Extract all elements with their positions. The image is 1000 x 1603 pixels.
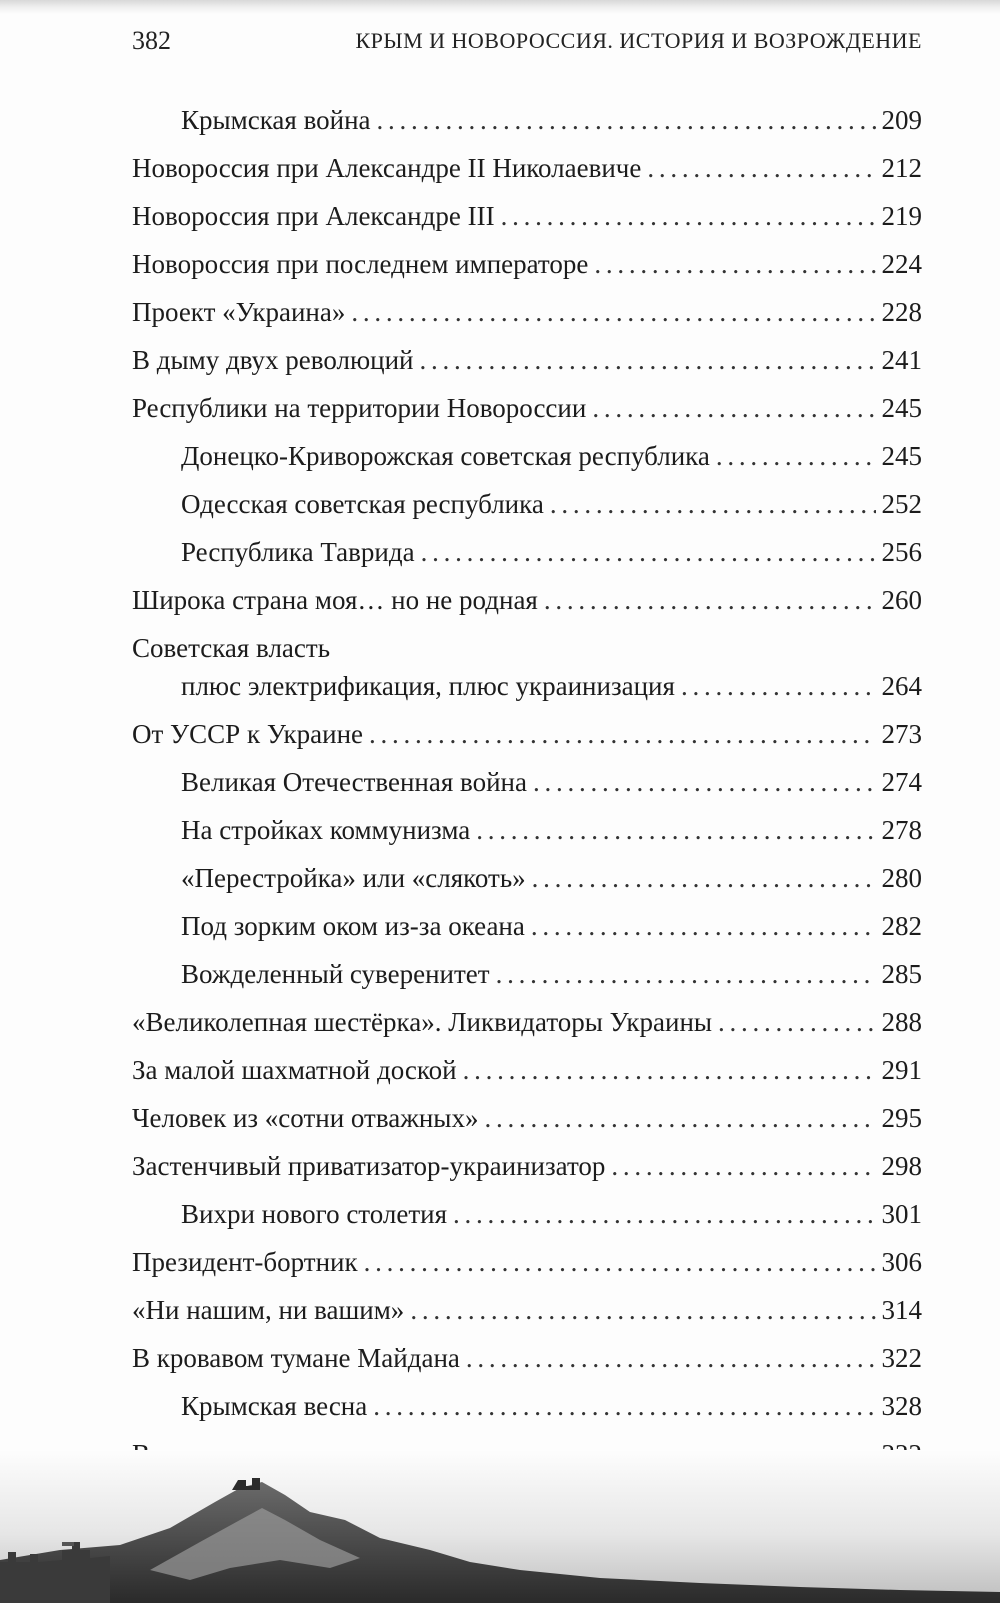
toc-subentry[interactable] bbox=[132, 484, 922, 532]
dot-leader bbox=[373, 1386, 875, 1426]
toc-entry[interactable] bbox=[132, 1338, 922, 1386]
toc-entry-title: Республики на территории Новороссии bbox=[132, 393, 587, 423]
toc-subentry[interactable] bbox=[132, 1386, 922, 1434]
toc-entry-title: «Великолепная шестёрка». Ликвидаторы Украины bbox=[132, 1007, 713, 1037]
toc-entry[interactable] bbox=[132, 1050, 922, 1098]
dot-leader bbox=[419, 340, 875, 380]
toc-entry-page: 273 bbox=[881, 719, 922, 749]
toc-entry-page: 256 bbox=[881, 537, 922, 567]
toc-entry-heading bbox=[132, 628, 922, 666]
toc-entry-title: Проект «Украина» bbox=[132, 297, 346, 327]
dot-leader bbox=[592, 388, 875, 428]
toc-entry-title: От УССР к Украине bbox=[132, 719, 364, 749]
toc-subentry[interactable] bbox=[132, 906, 922, 954]
dot-leader bbox=[531, 906, 876, 946]
dot-leader bbox=[453, 1194, 875, 1234]
toc-entry-title: Великая Отечественная война bbox=[181, 767, 527, 797]
toc-entry-page: 212 bbox=[881, 153, 922, 183]
toc-entry-title: Республика Таврида bbox=[181, 537, 415, 567]
toc-entry-page: 274 bbox=[881, 767, 922, 797]
toc-entry-page: 209 bbox=[881, 105, 922, 135]
toc-entry[interactable] bbox=[132, 340, 922, 388]
dot-leader bbox=[463, 1050, 876, 1090]
toc-entry-title: Вожделенный суверенитет bbox=[181, 959, 490, 989]
dot-leader bbox=[611, 1146, 875, 1186]
toc-entry-page: 285 bbox=[881, 959, 922, 989]
toc-entry-page: 291 bbox=[881, 1055, 922, 1085]
toc-entry-page: 224 bbox=[881, 249, 922, 279]
toc-subentry[interactable] bbox=[132, 436, 922, 484]
dot-leader bbox=[377, 100, 876, 140]
toc-entry-page: 295 bbox=[881, 1103, 922, 1133]
toc-entry[interactable] bbox=[132, 580, 922, 628]
toc-entry-title: Человек из «сотни отважных» bbox=[132, 1103, 479, 1133]
toc-entry[interactable] bbox=[132, 292, 922, 340]
toc-entry-title: Новороссия при последнем императоре bbox=[132, 249, 589, 279]
toc-subentry[interactable] bbox=[132, 954, 922, 1002]
toc-entry[interactable] bbox=[132, 1290, 922, 1338]
toc-entry[interactable] bbox=[132, 1002, 922, 1050]
dot-leader bbox=[594, 244, 875, 284]
dot-leader bbox=[369, 714, 875, 754]
toc-entry[interactable] bbox=[132, 196, 922, 244]
toc-entry-title: Новороссия при Александре III bbox=[132, 201, 495, 231]
dot-leader bbox=[351, 292, 875, 332]
toc-entry-page: 260 bbox=[881, 585, 922, 615]
toc-entry[interactable] bbox=[132, 666, 922, 714]
dot-leader bbox=[681, 666, 876, 706]
toc-entry-title: Широка страна моя… но не родная bbox=[132, 585, 538, 615]
dot-leader bbox=[364, 1242, 876, 1282]
dot-leader bbox=[647, 148, 875, 188]
dot-leader bbox=[501, 196, 876, 236]
toc-entry[interactable] bbox=[132, 148, 922, 196]
toc-entry-page: 328 bbox=[881, 1391, 922, 1421]
dot-leader bbox=[532, 858, 876, 898]
toc-entry[interactable] bbox=[132, 1146, 922, 1194]
running-header bbox=[132, 26, 922, 66]
toc-entry-page: 219 bbox=[881, 201, 922, 231]
toc-entry-title: В кровавом тумане Майдана bbox=[132, 1343, 460, 1373]
toc-entry[interactable] bbox=[132, 244, 922, 292]
table-of-contents bbox=[132, 100, 922, 1482]
toc-subentry[interactable] bbox=[132, 1194, 922, 1242]
dot-leader bbox=[410, 1290, 875, 1330]
toc-subentry[interactable] bbox=[132, 810, 922, 858]
toc-entry-page: 288 bbox=[881, 1007, 922, 1037]
toc-entry-page: 278 bbox=[881, 815, 922, 845]
toc-entry-page: 314 bbox=[881, 1295, 922, 1325]
toc-entry-page: 252 bbox=[881, 489, 922, 519]
toc-entry-page: 301 bbox=[881, 1199, 922, 1229]
toc-entry-page: 241 bbox=[881, 345, 922, 375]
toc-entry-page: 245 bbox=[881, 441, 922, 471]
dot-leader bbox=[533, 762, 876, 802]
toc-entry-title: За малой шахматной доской bbox=[132, 1055, 457, 1085]
dot-leader bbox=[484, 1098, 875, 1138]
toc-entry-title: Новороссия при Александре II Николаевиче bbox=[132, 153, 642, 183]
toc-entry[interactable] bbox=[132, 388, 922, 436]
toc-entry-title: «Перестройка» или «слякоть» bbox=[181, 863, 526, 893]
toc-entry-title: На стройках коммунизма bbox=[181, 815, 471, 845]
toc-entry-page: 282 bbox=[881, 911, 922, 941]
toc-entry[interactable] bbox=[132, 1098, 922, 1146]
dot-leader bbox=[544, 580, 876, 620]
dot-leader bbox=[716, 436, 876, 476]
dot-leader bbox=[496, 954, 876, 994]
toc-entry-title: Советская власть bbox=[132, 633, 331, 663]
toc-entry-page: 264 bbox=[881, 671, 922, 701]
toc-entry-page: 280 bbox=[881, 863, 922, 893]
fortress-mountain-photo bbox=[0, 1450, 1000, 1603]
toc-subentry[interactable] bbox=[132, 532, 922, 580]
dot-leader bbox=[718, 1002, 875, 1042]
toc-entry-title: Крымская весна bbox=[181, 1391, 368, 1421]
page-top-shadow bbox=[0, 0, 1000, 14]
toc-entry-continuation: плюс электрификация, плюс украинизация bbox=[181, 671, 675, 701]
toc-entry-title: «Ни нашим, ни вашим» bbox=[132, 1295, 405, 1325]
toc-subentry[interactable] bbox=[132, 100, 922, 148]
book-title: КРЫМ И НОВОРОССИЯ. ИСТОРИЯ И ВОЗРОЖДЕНИЕ bbox=[355, 28, 922, 53]
toc-entry-page: 298 bbox=[881, 1151, 922, 1181]
toc-subentry[interactable] bbox=[132, 858, 922, 906]
toc-entry[interactable] bbox=[132, 714, 922, 762]
toc-entry-page: 306 bbox=[881, 1247, 922, 1277]
dot-leader bbox=[421, 532, 876, 572]
toc-entry-title: Под зорким оком из-за океана bbox=[181, 911, 525, 941]
dot-leader bbox=[476, 810, 875, 850]
dot-leader bbox=[550, 484, 876, 524]
toc-entry-title: Вихри нового столетия bbox=[181, 1199, 448, 1229]
toc-entry-title: Застенчивый приватизатор-украинизатор bbox=[132, 1151, 606, 1181]
toc-entry-title: Крымская война bbox=[181, 105, 371, 135]
toc-entry-page: 228 bbox=[881, 297, 922, 327]
toc-entry-title: Одесская советская республика bbox=[181, 489, 544, 519]
toc-entry-title: В дыму двух революций bbox=[132, 345, 414, 375]
toc-entry-page: 245 bbox=[881, 393, 922, 423]
toc-entry-title: Донецко-Криворожская советская республика bbox=[181, 441, 710, 471]
toc-subentry[interactable] bbox=[132, 762, 922, 810]
dot-leader bbox=[466, 1338, 876, 1378]
page-number: 382 bbox=[132, 26, 171, 55]
toc-entry[interactable] bbox=[132, 1242, 922, 1290]
toc-entry-page: 322 bbox=[881, 1343, 922, 1373]
toc-entry-title: Президент-бортник bbox=[132, 1247, 358, 1277]
